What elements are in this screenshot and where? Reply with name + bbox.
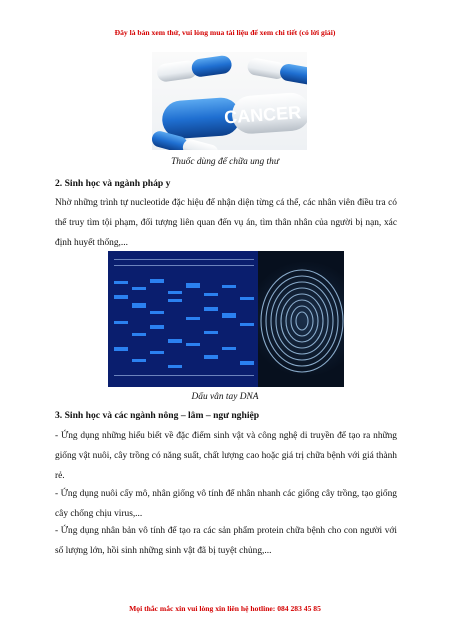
dna-gel-panel (108, 251, 258, 387)
cancer-pills-image (152, 52, 307, 150)
section2-heading: 2. Sinh học và ngành pháp y (55, 178, 171, 189)
capsule-label: CANCER (223, 102, 302, 128)
figure1-caption: Thuốc dùng để chữa ung thư (171, 157, 279, 167)
section2-paragraph: Nhờ những trình tự nucleotide đặc hiệu để nhận diện từng cá thể, các nhân viên điều tra có thể truy tìm tội phạm, đối tượng liên quan đến vụ án, tìm thân nhân của người bị nạn, xác định huyết thống,... (55, 198, 397, 248)
section3-heading: 3. Sinh học và các ngành nông – lâm – ngư nghiệp (55, 410, 260, 421)
preview-banner: Đây là bản xem thử, vui lòng mua tài liệu để xem chi tiết (có lời giải) (114, 28, 336, 37)
figure2-caption: Dấu vân tay DNA (191, 392, 259, 402)
section3-bullet-3: - Ứng dụng nhân bản vô tính để tạo ra các sản phẩm protein chữa bệnh cho con người với số lượng lớn, hồi sinh những sinh vật đã bị tuyệt chủng,... (55, 526, 397, 556)
fingerprint-icon (258, 251, 344, 387)
dna-fingerprint-image (108, 251, 344, 387)
pills-illustration (152, 52, 307, 150)
fingerprint-panel (258, 251, 344, 387)
hotline-banner: Mọi thắc mắc xin vui lòng xin liên hệ hotline: 084 283 45 85 (129, 604, 321, 613)
section3-bullet-1: - Ứng dụng những hiểu biết về đặc điểm sinh vật và công nghệ di truyền để tạo ra những giống vật nuôi, cây trồng có năng suất, chất lượng cao hoặc giá trị chữa bệnh với giá thành rẻ. (55, 431, 397, 481)
section3-bullet-2: - Ứng dụng nuôi cấy mô, nhân giống vô tính để nhân nhanh các giống cây trồng, tạo giống cây chống chịu virus,... (55, 489, 397, 519)
